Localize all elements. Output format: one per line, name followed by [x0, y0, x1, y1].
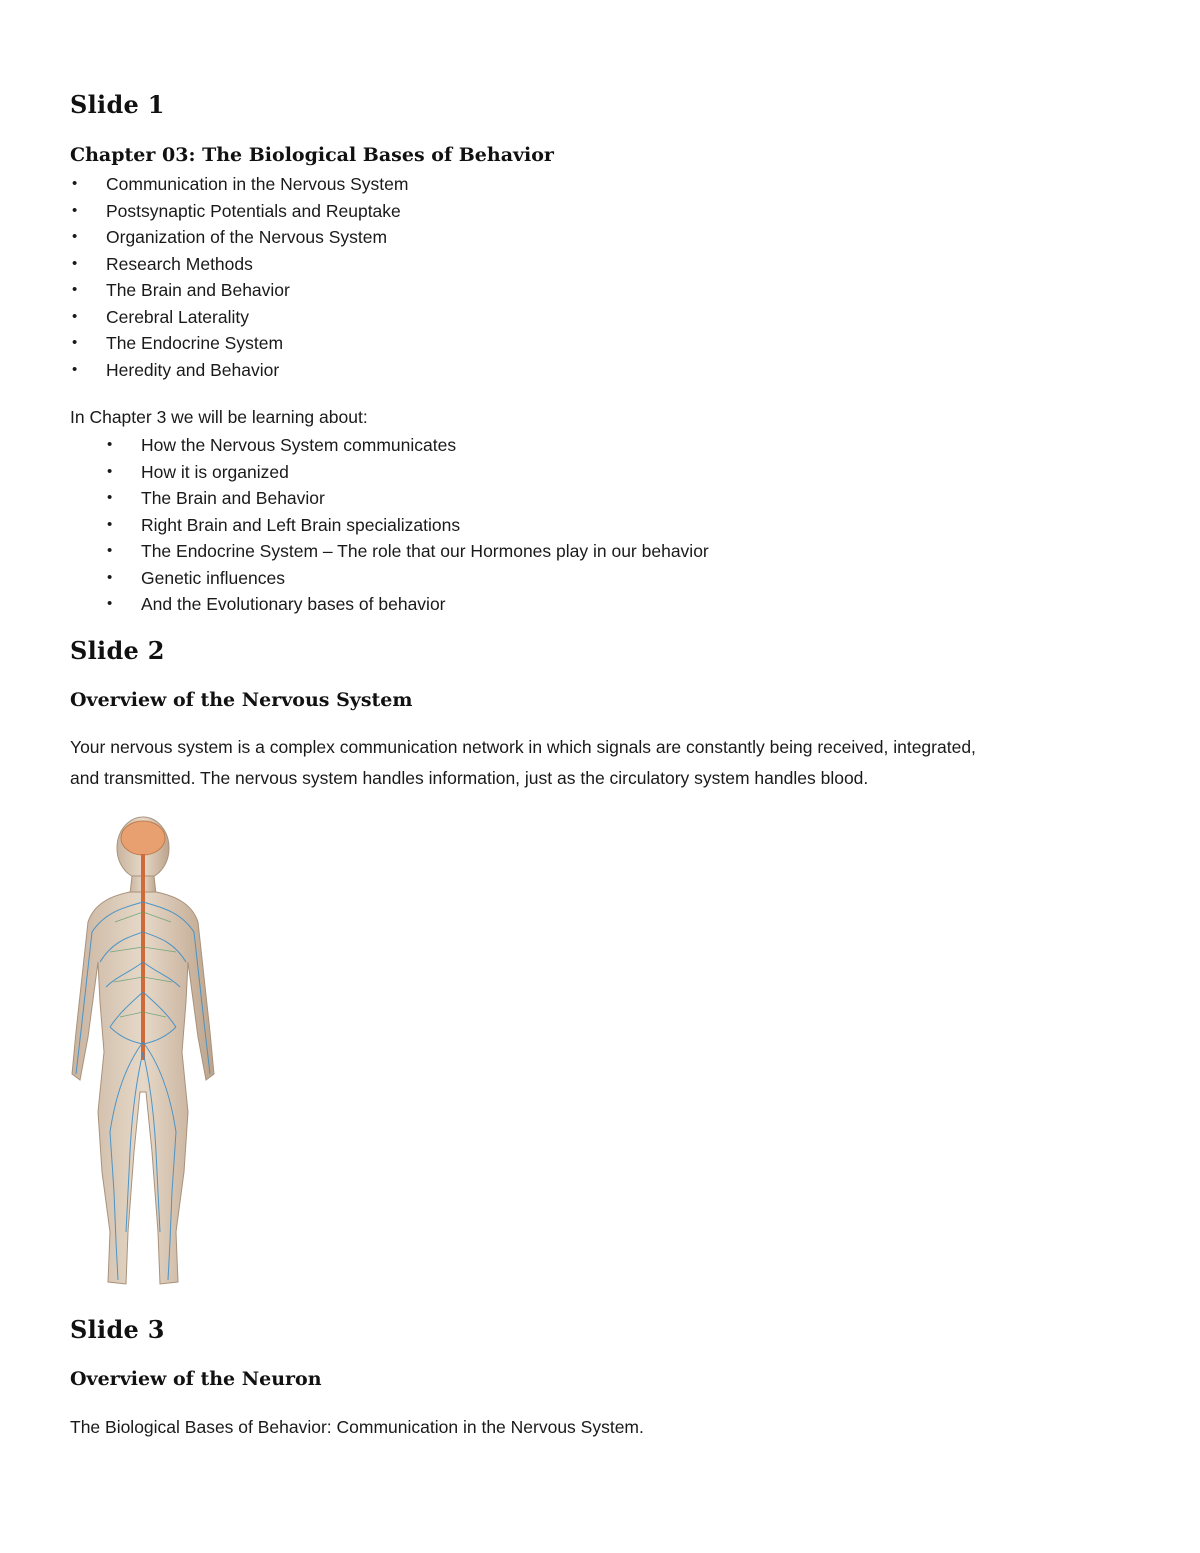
list-item: • Postsynaptic Potentials and Reuptake	[106, 198, 408, 225]
nervous-system-figure	[70, 812, 215, 1297]
list-item: • The Brain and Behavior	[141, 485, 709, 512]
slide-3-heading: Slide 3	[70, 1315, 165, 1344]
list-item: • Genetic influences	[141, 565, 709, 592]
chapter-title: Chapter 03: The Biological Bases of Behavior	[70, 144, 554, 166]
slide-2-paragraph-line-1: Your nervous system is a complex communication network in which signals are constantly being received, integrated,	[70, 737, 976, 757]
list-item: • Research Methods	[106, 251, 408, 278]
slide-2-paragraph-line-2: and transmitted. The nervous system handles information, just as the circulatory system handles blood.	[70, 768, 869, 788]
learning-intro: In Chapter 3 we will be learning about:	[70, 407, 368, 427]
list-item: • The Endocrine System	[106, 330, 408, 357]
slide-3-title: Overview of the Neuron	[70, 1368, 322, 1390]
list-item: • The Brain and Behavior	[106, 277, 408, 304]
list-item: • The Endocrine System – The role that our Hormones play in our behavior	[141, 538, 709, 565]
learning-list	[141, 432, 709, 618]
list-item: • How the Nervous System communicates	[141, 432, 709, 459]
slide-2-heading: Slide 2	[70, 636, 165, 665]
human-nervous-system-illustration-icon	[70, 812, 215, 1292]
list-item: • And the Evolutionary bases of behavior	[141, 591, 709, 618]
list-item: • Organization of the Nervous System	[106, 224, 408, 251]
list-item: • Cerebral Laterality	[106, 304, 408, 331]
slide-1-heading: Slide 1	[70, 90, 165, 119]
chapter-topics-list	[106, 171, 408, 383]
slide-3-paragraph: The Biological Bases of Behavior: Communication in the Nervous System.	[70, 1417, 644, 1437]
list-item: • How it is organized	[141, 459, 709, 486]
list-item: • Right Brain and Left Brain specializations	[141, 512, 709, 539]
slide-2-title: Overview of the Nervous System	[70, 689, 413, 711]
list-item: • Heredity and Behavior	[106, 357, 408, 384]
list-item: • Communication in the Nervous System	[106, 171, 408, 198]
